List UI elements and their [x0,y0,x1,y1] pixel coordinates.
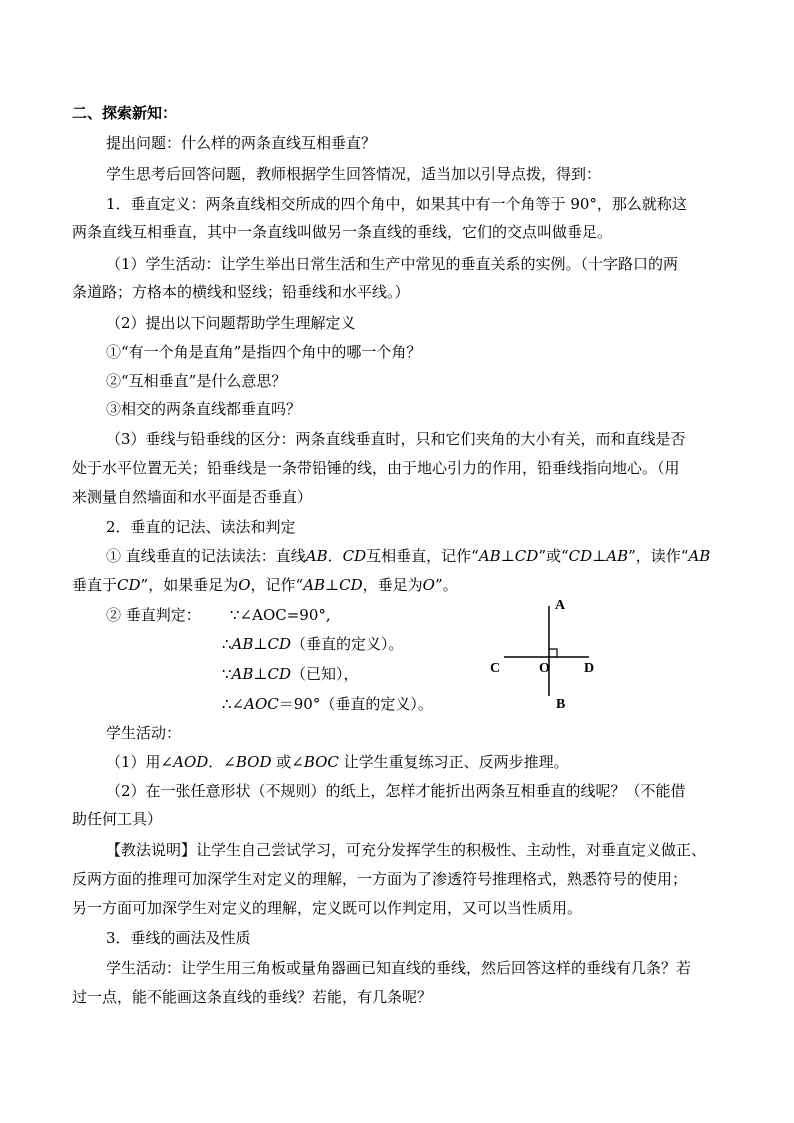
activity-item-2-line-1: （2）在一张任意形状（不规则）的纸上，怎样才能折出两条互相垂直的线呢？（不能借 [106,782,686,800]
question-2: ②“互相垂直”是什么意思？ [106,372,287,390]
activity-item-2-line-2: 助任何工具） [72,810,163,828]
method-line-2: 反两方面的推理可加深学生对定义的理解，一方面为了渗透符号推理格式，熟悉符号的使用； [72,870,688,888]
label-a: A [555,598,566,613]
step3-line-2: 处于水平位置无关；铅垂线是一条带铅锤的线，由于地心引力的作用，铅垂线指向地心。（用 [72,459,680,477]
right-angle-mark [549,649,557,657]
label-o: O [539,661,550,676]
question-1: ①“有一个角是直角”是指四个角中的哪一个角？ [106,343,422,361]
notation-line-1: ① 直线垂直的记法读法：直线AB．CD互相垂直，记作“AB⊥CD”或“CD⊥AB”，读作“AB [106,547,711,565]
perpendicular-figure [484,596,604,714]
question-3: ③相交的两条直线都垂直吗？ [106,400,302,418]
activity-title: 学生活动： [106,724,182,742]
step3-line-3: 来测量自然墙面和水平面是否垂直） [72,488,313,506]
method-line-1: 【教法说明】让学生自己尝试学习，可充分发挥学生的积极性、主动性，对垂直定义做正、 [106,841,707,859]
notation-line-2: 垂直于CD”，如果垂足为O，记作“AB⊥CD，垂足为O”。 [72,576,458,594]
activity1-line-2: 条道路；方格本的横线和竖线；铅垂线和水平线。） [72,283,410,301]
intro-text: 学生思考后回答问题，教师根据学生回答情况，适当加以引导点拨，得到： [106,165,602,183]
label-c: C [490,661,501,676]
label-d: D [584,661,595,676]
judge-step-3: ∵AB⊥CD（已知）， [222,665,359,683]
label-b: B [556,697,566,712]
step2-text: （2）提出以下问题帮助学生理解定义 [106,314,356,332]
activity-item-1: （1）用∠AOD．∠BOD 或∠BOC 让学生重复练习正、反两步推理。 [106,753,569,771]
final-line-1: 学生活动：让学生用三角板或量角器画已知直线的垂线，然后回答这样的垂线有几条？若 [106,959,692,977]
method-tag: 【教法说明】 [106,841,197,859]
section-heading: 二、探索新知： [72,104,178,122]
step3-line-1: （3）垂线与铅垂线的区分：两条直线垂直时，只和它们夹角的大小有关，而和直线是否 [106,430,686,448]
judge-step-4: ∴∠AOC＝90°（垂直的定义）。 [222,695,433,713]
activity1-line-1: （1）学生活动：让学生举出日常生活和生产中常见的垂直关系的实例。（十字路口的两 [106,255,679,273]
question-text: 提出问题：什么样的两条直线互相垂直？ [106,134,377,152]
judge-step-1: ∵∠AOC=90°, [230,606,331,624]
definition-line-1: 1．垂直定义：两条直线相交所成的四个角中，如果其中有一个角等于 90°，那么就称这 [106,195,687,213]
method-line-3: 另一方面可加深学生对定义的理解，定义既可以作判定用，又可以当性质用。 [72,899,583,917]
section3-title: 3．垂线的画法及性质 [106,929,251,947]
judge-label: ② 垂直判定： [106,606,201,624]
final-line-2: 过一点，能不能画这条直线的垂线？若能，有几条呢？ [72,988,433,1006]
judge-step-2: ∴AB⊥CD（垂直的定义）。 [222,635,404,653]
definition-line-2: 两条直线互相垂直，其中一条直线叫做另一条直线的垂线，它们的交点叫做垂足。 [72,223,613,241]
notation-title: 2．垂直的记法、读法和判定 [106,518,296,536]
